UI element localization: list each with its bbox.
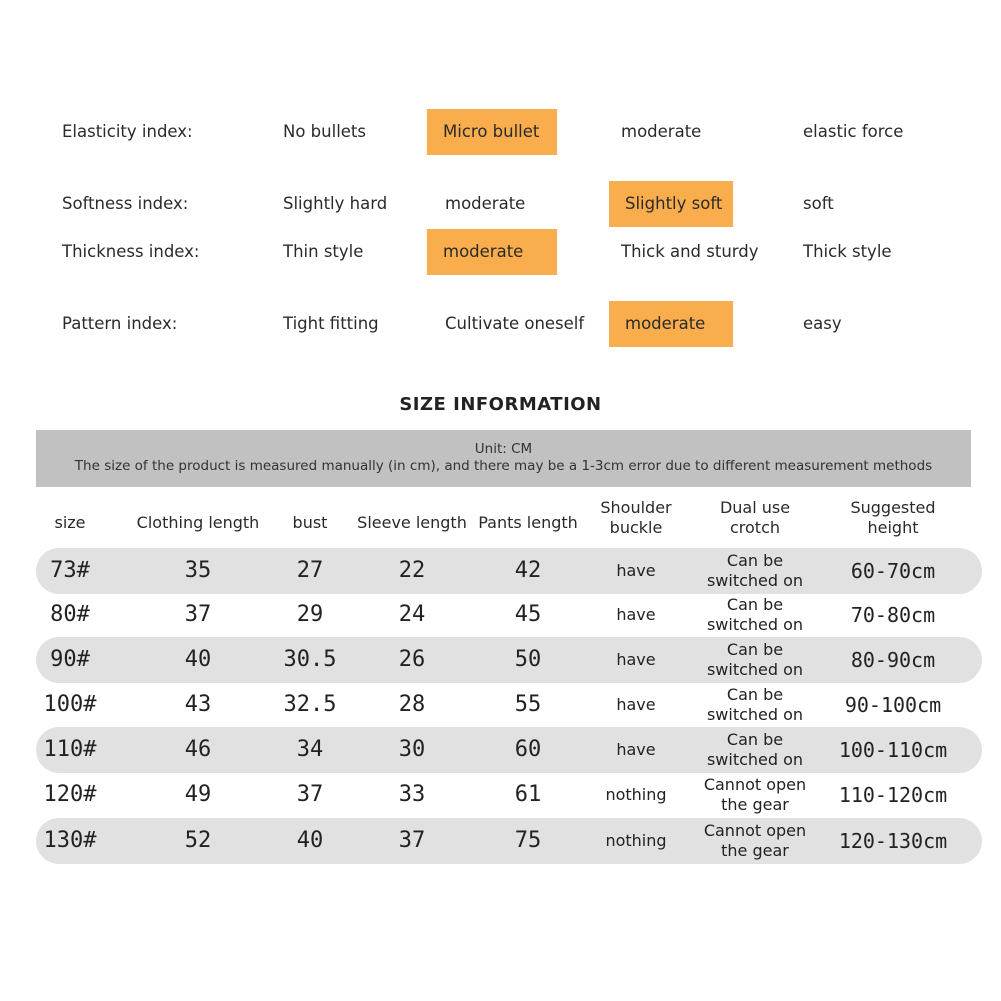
table-cell: 34 [296,737,324,762]
table-cell: 120# [43,782,97,807]
column-header: Sleeve length [357,513,467,532]
column-header: Suggested height [850,498,936,537]
table-cell: 75 [514,828,542,853]
table-cell: Can be switched on [706,685,804,724]
table-cell: 73# [50,558,90,583]
index-option-selected: moderate [427,229,557,275]
index-option: No bullets [283,122,366,141]
index-row [0,109,1001,159]
table-cell: 110-120cm [838,783,948,807]
index-row [0,229,1001,279]
table-row [36,818,982,864]
table-cell: 120-130cm [838,829,948,853]
table-cell: 22 [398,558,426,583]
table-cell: Can be switched on [706,640,804,679]
index-option: moderate [445,194,526,213]
index-option: Thick style [803,242,892,261]
table-cell: Cannot open the gear [703,775,807,814]
table-cell: 60 [514,737,542,762]
column-header: Dual use crotch [719,498,791,537]
table-header [0,496,1001,544]
table-cell: 40 [296,828,324,853]
table-cell: have [616,561,656,580]
index-option-selected: Micro bullet [427,109,557,155]
table-cell: 60-70cm [850,559,936,583]
index-label: Thickness index: [62,242,200,261]
table-cell: 43 [184,692,212,717]
table-row [36,637,982,683]
measurement-note: The size of the product is measured manually (in cm), and there may be a 1-3cm error due to different measurement methods [74,458,933,474]
table-cell: 32.5 [283,692,337,717]
size-information-title: SIZE INFORMATION [399,394,602,415]
table-cell: 26 [398,647,426,672]
index-option-selected: Slightly soft [609,181,733,227]
table-cell: 24 [398,602,426,627]
table-row [36,772,982,818]
table-cell: 37 [184,602,212,627]
table-cell: 90# [50,647,90,672]
table-row [36,548,982,594]
table-cell: Can be switched on [706,551,804,590]
table-cell: 30.5 [283,647,337,672]
index-option: Tight fitting [283,314,379,333]
table-cell: 110# [43,737,97,762]
index-option: Cultivate oneself [445,314,585,333]
column-header: bust [292,513,328,532]
index-row [0,301,1001,351]
index-option: easy [803,314,842,333]
table-cell: 80-90cm [850,648,936,672]
table-cell: have [616,650,656,669]
table-cell: 30 [398,737,426,762]
column-header: Shoulder buckle [600,498,672,537]
index-option: Slightly hard [283,194,388,213]
table-cell: 28 [398,692,426,717]
table-cell: 46 [184,737,212,762]
index-option: elastic force [803,122,904,141]
table-cell: have [616,695,656,714]
table-cell: have [616,740,656,759]
index-option-selected: moderate [609,301,733,347]
index-option: soft [803,194,834,213]
table-row [36,592,982,638]
table-cell: 27 [296,558,324,583]
table-cell: 35 [184,558,212,583]
column-header: size [54,513,86,532]
table-cell: 55 [514,692,542,717]
table-cell: 100-110cm [838,738,948,762]
index-option: moderate [621,122,702,141]
table-cell: nothing [605,831,667,850]
table-cell: 49 [184,782,212,807]
table-cell: 33 [398,782,426,807]
index-option: Thick and sturdy [621,242,759,261]
table-cell: Cannot open the gear [703,821,807,860]
index-label: Softness index: [62,194,189,213]
index-row [0,181,1001,231]
table-cell: 37 [398,828,426,853]
table-cell: 52 [184,828,212,853]
column-header: Pants length [478,513,578,532]
table-cell: 37 [296,782,324,807]
table-cell: 90-100cm [844,693,942,717]
table-cell: 70-80cm [850,603,936,627]
table-cell: 40 [184,647,212,672]
table-cell: Can be switched on [706,730,804,769]
table-cell: Can be switched on [706,595,804,634]
table-cell: 29 [296,602,324,627]
table-cell: 80# [50,602,90,627]
table-cell: 45 [514,602,542,627]
unit-banner [36,430,971,487]
table-cell: 100# [43,692,97,717]
table-cell: 130# [43,828,97,853]
table-row [36,727,982,773]
table-cell: nothing [605,785,667,804]
index-option: Thin style [283,242,364,261]
index-label: Elasticity index: [62,122,193,141]
index-label: Pattern index: [62,314,178,333]
table-cell: have [616,605,656,624]
unit-label: Unit: CM [474,441,533,457]
table-cell: 50 [514,647,542,672]
column-header: Clothing length [136,513,260,532]
table-cell: 61 [514,782,542,807]
table-row [36,682,982,728]
table-cell: 42 [514,558,542,583]
